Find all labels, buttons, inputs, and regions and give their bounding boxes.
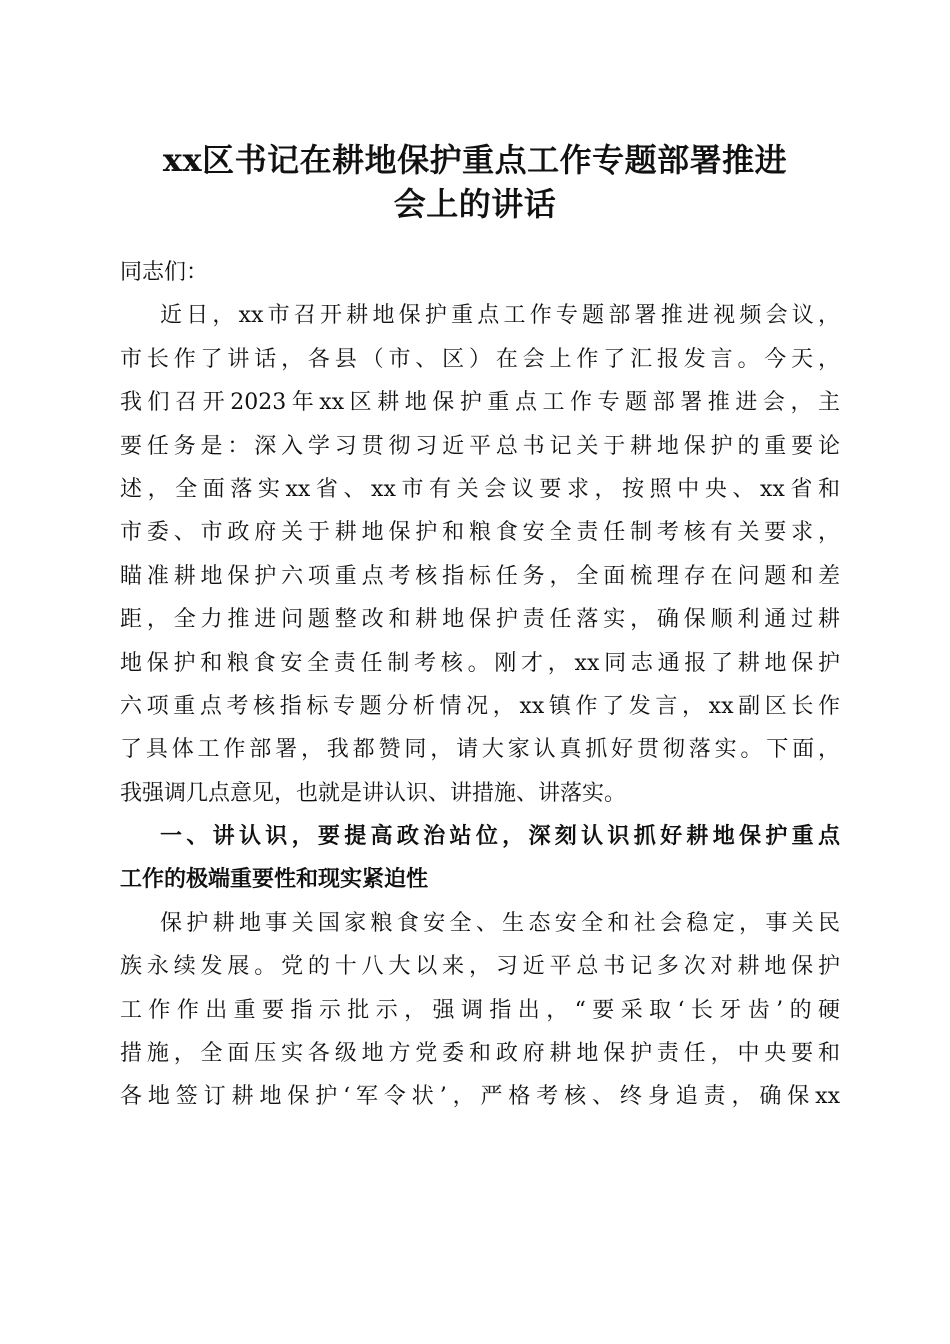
paragraph-line: 市委、市政府关于耕地保护和粮食安全责任制考核有关要求，	[120, 520, 840, 546]
paragraph-line: 族永续发展。党的十八大以来，习近平总书记多次对耕地保护	[120, 954, 840, 980]
paragraph-line: 工作作出重要指示批示，强调指出，“要采取‘长牙齿’的硬	[120, 997, 840, 1023]
paragraph-2	[120, 902, 840, 1119]
paragraph-line: 六项重点考核指标专题分析情况，xx镇作了发言，xx副区长作	[120, 693, 840, 719]
title-line: 会上的讲话	[393, 185, 557, 223]
paragraph-line: 述，全面落实xx省、xx市有关会议要求，按照中央、xx省和	[120, 476, 840, 502]
paragraph-line: 近日，xx市召开耕地保护重点工作专题部署推进视频会议，	[160, 303, 840, 329]
salutation: 同志们：	[120, 260, 209, 285]
heading-line: 一、讲认识，要提高政治站位，深刻认识抓好耕地保护重点	[160, 824, 840, 850]
document-title	[100, 138, 850, 226]
paragraph-1	[120, 294, 840, 815]
title-line: xx区书记在耕地保护重点工作专题部署推进	[162, 141, 788, 179]
paragraph-line: 距，全力推进问题整改和耕地保护责任落实，确保顺利通过耕	[120, 607, 840, 633]
paragraph-line: 了具体工作部署，我都赞同，请大家认真抓好贯彻落实。下面，	[120, 737, 840, 763]
paragraph-line: 保护耕地事关国家粮食安全、生态安全和社会稳定，事关民	[160, 910, 840, 936]
paragraph-line: 措施，全面压实各级地方党委和政府耕地保护责任，中央要和	[120, 1041, 840, 1067]
paragraph-line: 市长作了讲话，各县（市、区）在会上作了汇报发言。今天，	[120, 346, 840, 372]
paragraph-line: 地保护和粮食安全责任制考核。刚才，xx同志通报了耕地保护	[120, 650, 840, 676]
section-heading-1	[120, 815, 840, 902]
paragraph-line: 瞄准耕地保护六项重点考核指标任务，全面梳理存在问题和差	[120, 563, 840, 589]
paragraph-line: 我强调几点意见，也就是讲认识、讲措施、讲落实。	[120, 780, 627, 806]
paragraph-line: 我们召开2023年xx区耕地保护重点工作专题部署推进会，主	[120, 390, 840, 416]
paragraph-line: 各地签订耕地保护‘军令状’，严格考核、终身追责，确保xx	[120, 1084, 840, 1110]
document-body	[120, 251, 840, 1119]
paragraph-line: 要任务是：深入学习贯彻习近平总书记关于耕地保护的重要论	[120, 433, 840, 459]
heading-line: 工作的极端重要性和现实紧迫性	[120, 867, 429, 893]
